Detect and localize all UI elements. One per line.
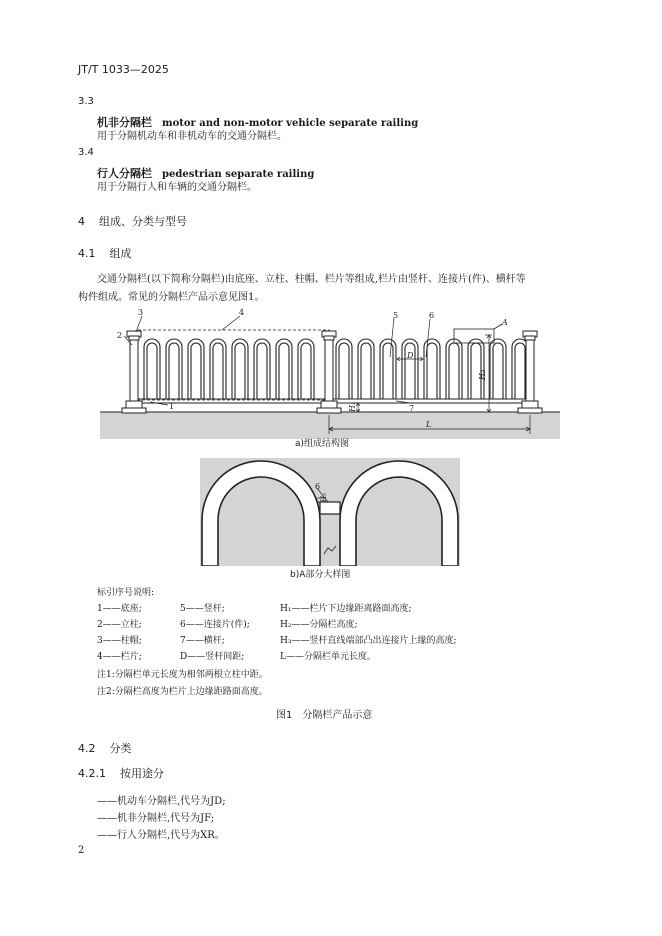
chapter-title: 组成、分类与型号 — [99, 215, 187, 228]
label-2: 2 — [117, 331, 123, 340]
page-number: 2 — [78, 845, 85, 856]
legend-item: H₁——栏片下边缘距离路面高度; — [280, 604, 412, 614]
legend-item: 2——立柱; — [97, 620, 142, 630]
paragraph-line: 构件组成。常见的分隔栏产品示意见图1。 — [78, 292, 265, 303]
list-item: ——行人分隔栏,代号为XR。 — [97, 830, 225, 841]
section-number: 3.3 — [78, 96, 94, 107]
section-heading — [78, 740, 132, 756]
figure-caption: 图1 分隔栏产品示意 — [276, 710, 373, 721]
label-d: D — [407, 351, 414, 360]
subsection-title: 按用途分 — [120, 767, 164, 780]
term-definition: 用于分隔机动车和非机动车的交通分隔栏。 — [97, 131, 287, 142]
section-heading — [78, 245, 132, 261]
legend-title: 标引序号说明: — [97, 588, 155, 598]
legend-item: 4——栏片; — [97, 652, 142, 662]
legend-item: 5——竖杆; — [180, 604, 225, 614]
legend-item: 3——柱帽; — [97, 636, 142, 646]
label-3: 3 — [138, 308, 144, 317]
label-h2: H₂ — [478, 369, 487, 380]
term-en: pedestrian separate railing — [162, 169, 315, 180]
subsection-heading — [78, 765, 164, 781]
section-number: 3.4 — [78, 147, 94, 158]
term-cn: 机非分隔栏 — [97, 116, 152, 129]
arch-row-right — [336, 339, 528, 399]
section-heading-title: 分类 — [109, 742, 132, 755]
chapter-number: 4 — [78, 215, 85, 228]
label-1: 1 — [169, 402, 175, 411]
legend-item: 7——横杆; — [180, 636, 225, 646]
label-h1: H₁ — [348, 401, 357, 412]
label-h3: H₃ — [320, 493, 328, 502]
panel-outline — [138, 330, 329, 400]
connector-plate — [320, 502, 340, 514]
figure-note: 注2:分隔栏高度为栏片上边缘距路面高度。 — [97, 687, 268, 697]
label-l: L — [426, 420, 432, 429]
legend-item: 1——底座; — [97, 604, 142, 614]
caption-b: b)A部分大样图 — [290, 570, 351, 580]
section-heading-title: 组成 — [109, 247, 132, 260]
list-item: ——机非分隔栏,代号为JF; — [97, 813, 215, 824]
legend-item: H₂——分隔栏高度; — [280, 620, 358, 630]
legend-item: L——分隔栏单元长度。 — [280, 652, 376, 662]
chapter-heading — [78, 213, 187, 229]
list-item: ——机动车分隔栏,代号为JD; — [97, 796, 226, 807]
label-a: A — [502, 318, 508, 327]
term-en: motor and non-motor vehicle separate railing — [162, 118, 419, 129]
ground-shading — [100, 412, 560, 439]
label-6: 6 — [429, 311, 435, 320]
legend-item: H₃——竖杆直线端部凸出连接片上缘的高度; — [280, 636, 457, 646]
figure-note: 注1:分隔栏单元长度为相邻两根立柱中距。 — [97, 670, 268, 680]
section-heading-number: 4.2 — [78, 742, 96, 755]
arch-row-left — [144, 339, 314, 399]
legend-item: D——竖杆间距; — [180, 652, 245, 662]
label-6-detail: 6 — [315, 482, 321, 491]
term-cn: 行人分隔栏 — [97, 167, 152, 180]
doc-header-id: JT/T 1033—2025 — [78, 63, 169, 76]
figure-b-detail — [200, 458, 460, 566]
legend-item: 6——连接片(件); — [180, 620, 250, 630]
section-heading-number: 4.1 — [78, 247, 96, 260]
leader-lines — [124, 316, 430, 405]
term-definition: 用于分隔行人和车辆的交通分隔栏。 — [97, 182, 257, 193]
label-7: 7 — [409, 404, 415, 413]
caption-a: a)组成结构图 — [295, 439, 350, 449]
label-5: 5 — [393, 311, 399, 320]
subsection-number: 4.2.1 — [78, 767, 106, 780]
label-4: 4 — [239, 308, 245, 317]
paragraph-line: 交通分隔栏(以下简称分隔栏)由底座、立柱、柱帽、栏片等组成,栏片由竖杆、连接片(件)、横杆等 — [97, 274, 526, 285]
